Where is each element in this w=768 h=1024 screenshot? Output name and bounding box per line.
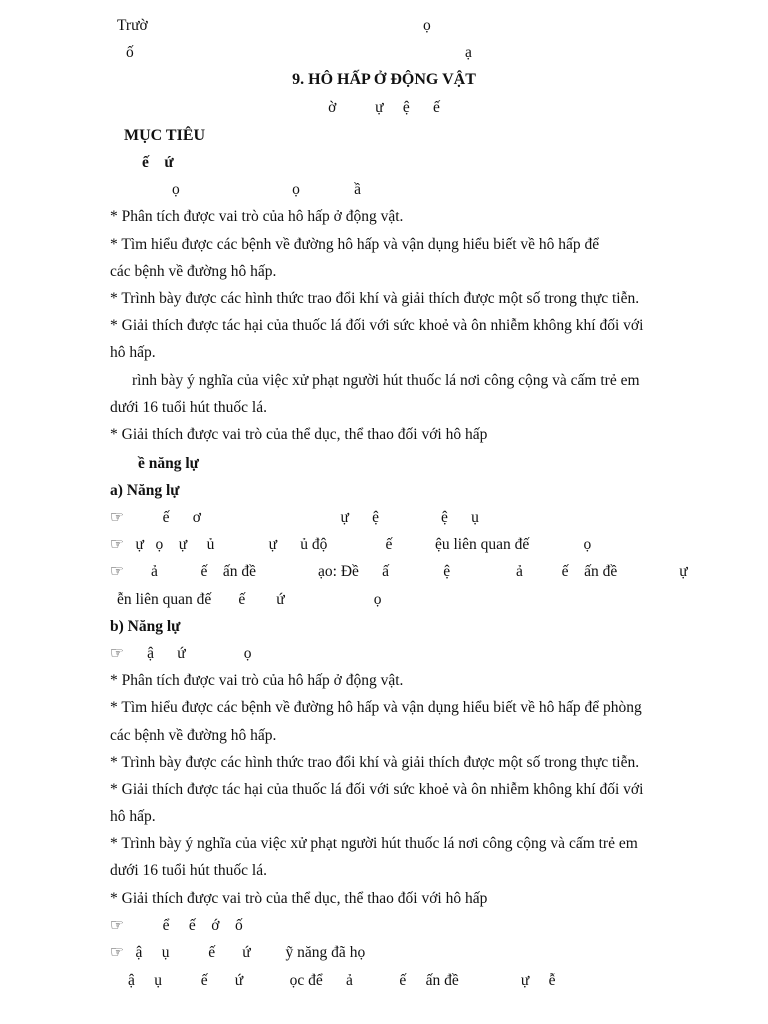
list-item: rình bày ý nghĩa của việc xử phạt người hút thuốc lá nơi công cộng và cấm trẻ em [132, 372, 640, 389]
list-item: dưới 16 tuổi hút thuốc lá. [110, 399, 267, 416]
page-title: 9. HÔ HẤP Ở ĐỘNG VẬT [292, 71, 476, 88]
page-subtitle: ờ ự ệ ế [328, 99, 440, 116]
specific-capacity-heading: b) Năng lự [110, 618, 181, 635]
list-item: * Phân tích được vai trò của hô hấp ở động vật. [110, 672, 404, 689]
list-item: hô hấp. [110, 344, 156, 361]
list-item: * Tìm hiểu được các bệnh về đường hô hấp và vận dụng hiểu biết về hô hấp để [110, 236, 600, 253]
header-school-fragment: Trườ [117, 17, 148, 34]
list-item: ☞ ự ọ ự ủ ự ủ độ ế ệu liên quan đế ọ [110, 536, 592, 553]
list-item: * Trình bày ý nghĩa của việc xử phạt người hút thuốc lá nơi công cộng và cấm trẻ em [110, 835, 638, 852]
capacity-heading: ề năng lự [138, 455, 199, 472]
list-item: hô hấp. [110, 808, 156, 825]
knowledge-heading: ế ứ [142, 154, 174, 171]
list-item: ☞ ả ế ấn đề ạo: Đề ấ ệ ả ế ấn đề ự [110, 563, 688, 580]
header-fragment-right-2: ạ [465, 44, 472, 61]
list-item: * Trình bày được các hình thức trao đổi khí và giải thích được một số trong thực tiễn. [110, 290, 640, 307]
header-fragment-right: ọ [423, 17, 431, 34]
list-item: * Giải thích được vai trò của thể dục, thể thao đối với hô hấp [110, 426, 488, 443]
specific-capacity-intro: ☞ ậ ứ ọ [110, 645, 252, 662]
list-item: ậ ụ ế ứ ọc để ả ế ấn đề ự ễ [128, 972, 556, 989]
list-item: * Giải thích được tác hại của thuốc lá đối với sức khoẻ và ôn nhiễm không khí đối với [110, 781, 644, 798]
list-item: các bệnh về đường hô hấp. [110, 263, 277, 280]
list-item: ☞ ể ế ớ ố [110, 917, 243, 934]
list-item: * Trình bày được các hình thức trao đổi khí và giải thích được một số trong thực tiễn. [110, 754, 640, 771]
list-item: ễn liên quan đế ế ứ ọ [117, 591, 382, 608]
knowledge-intro: ọ ọ ầ [172, 181, 362, 198]
list-item: ☞ ế ơ ự ệ ệ ụ [110, 509, 479, 526]
list-item: các bệnh về đường hô hấp. [110, 727, 277, 744]
list-item: * Giải thích được tác hại của thuốc lá đối với sức khoẻ và ôn nhiễm không khí đối với [110, 317, 644, 334]
header-fragment-left-2: ố [126, 44, 134, 61]
list-item: * Giải thích được vai trò của thể dục, thể thao đối với hô hấp [110, 890, 488, 907]
list-item: ☞ ậ ụ ế ứ ỹ năng đã họ [110, 944, 366, 961]
objectives-heading: MỤC TIÊU [124, 127, 206, 144]
list-item: dưới 16 tuổi hút thuốc lá. [110, 862, 267, 879]
list-item: * Tìm hiểu được các bệnh về đường hô hấp và vận dụng hiểu biết về hô hấp để phòng [110, 699, 642, 716]
list-item: * Phân tích được vai trò của hô hấp ở động vật. [110, 208, 404, 225]
general-capacity-heading: a) Năng lự [110, 482, 180, 499]
